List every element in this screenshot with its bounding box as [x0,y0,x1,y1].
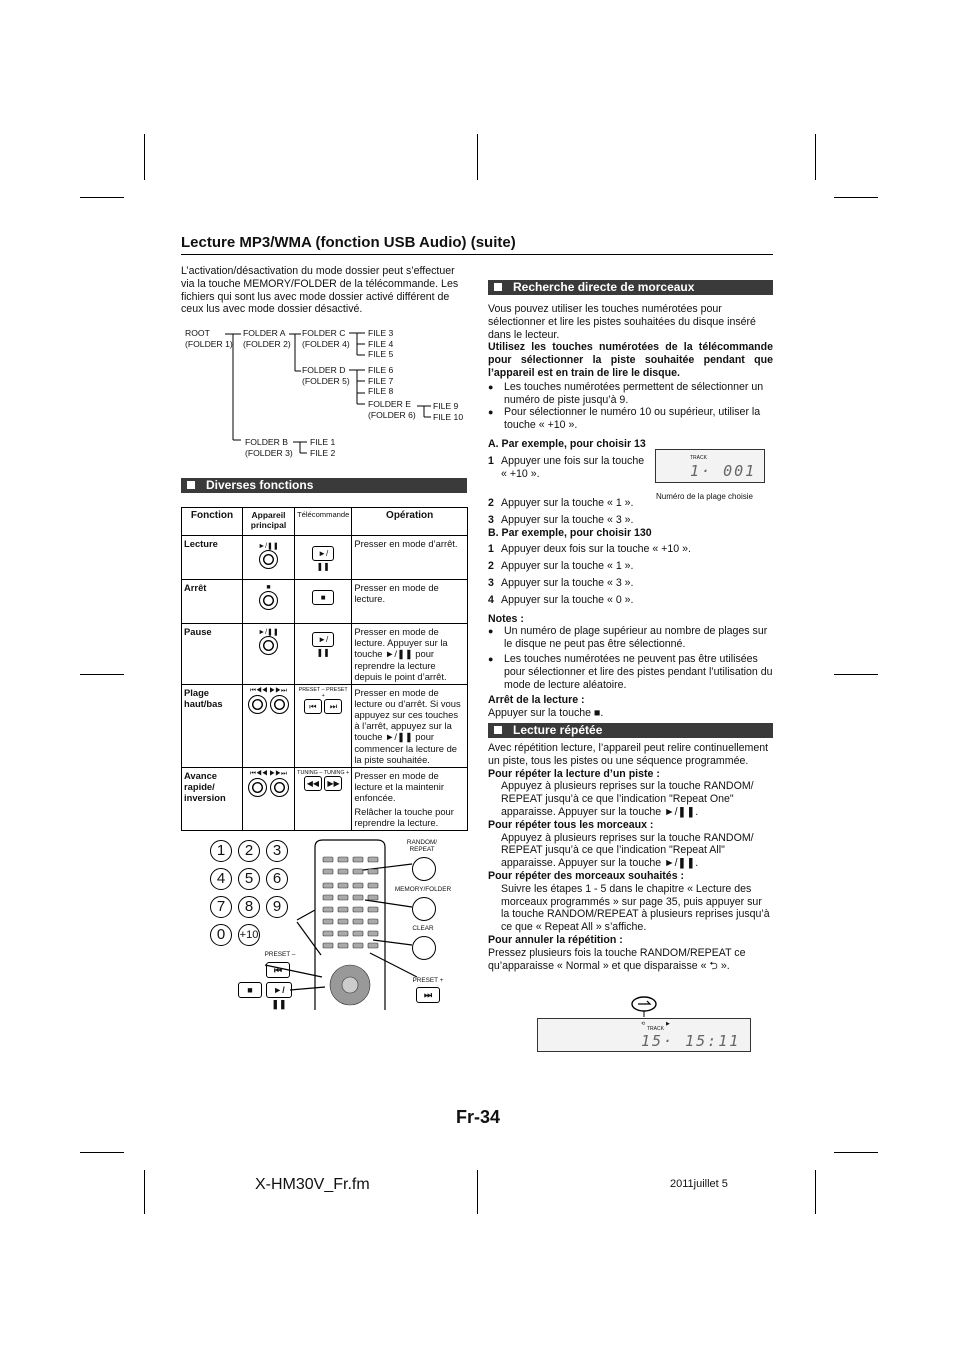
preset-plus-label: PRESET + [321,687,348,699]
lcd-display-track [655,449,765,483]
recherche-p2: Utilisez les touches numérotées de la télécommande pour sélectionner la piste souhaitée pendant que l’appareil est en train de lire le disque. [488,341,773,379]
row-operation: Presser en mode de lecture. Appuyer sur la touche ►/❚❚ pour reprendre la lecture depuis le point d’arrêt. [352,624,468,685]
example-b-title: B. Par exemple, pour choisir 130 [488,526,652,539]
functions-table [181,507,468,831]
tree-files-e: FILE 9 FILE 10 [433,401,464,422]
play-pause-label: ►/❚❚ [258,629,279,636]
row-name: Lecture [182,536,243,580]
crop-mark [144,134,145,180]
preset-minus-label: PRESET – [298,687,325,693]
preset-minus-label: PRESET – [264,951,296,958]
lcd-repeat-track-label: TRACK [647,1026,664,1032]
skip-label: ⏮◀◀ ▶▶⏭ [250,687,287,694]
fast-forward-knob-icon [270,778,289,797]
row-operation: Presser en mode de lecture ou d’arrêt. Si vous appuyez sur ces touches à l’arrêt, appuyez sur la touche ►/❚❚ pour commencer la lecture de la piste souhaitée. [352,685,468,768]
memory-folder-label: MEMORY/FOLDER [394,886,452,893]
row-operation: Presser en mode de lecture. [352,580,468,624]
crop-mark [477,134,478,180]
repeat-icon [629,995,661,1017]
digit-8-icon: 8 [238,896,260,918]
remote-cell [295,580,352,624]
tree-files-c: FILE 3 FILE 4 FILE 5 [368,328,394,359]
digit-3-icon: 3 [266,840,288,862]
row-name: Plage haut/bas [182,685,243,768]
random-repeat-button-icon [412,857,436,881]
page-title: Lecture MP3/WMA (fonction USB Audio) (suite) [181,234,773,255]
stop-knob-icon [259,591,278,610]
step-text: Appuyer une fois sur la touche « +10 ». [501,454,645,480]
skip-label: ⏮◀◀ ▶▶⏭ [250,770,287,777]
fast-forward-button-icon: ▶▶ [324,776,342,791]
folder-tree [181,326,471,460]
crop-mark [834,674,878,675]
digit-1-icon: 1 [210,840,232,862]
crop-mark [815,134,816,180]
step-number: 2 [488,497,494,509]
main-unit-cell [243,685,295,768]
remote-cell [295,536,352,580]
step-number: 2 [488,560,494,573]
step-number: 4 [488,593,494,606]
crop-mark [834,197,878,198]
recherche-bullet: ● Pour sélectionner le numéro 10 ou supérieur, utiliser la touche « +10 ». [488,406,773,432]
main-unit-cell [243,580,295,624]
step-text: Appuyer sur la touche « 3 ». [501,513,634,526]
preset-plus-button-icon: ⏭ [416,987,440,1003]
notes-list [488,625,773,691]
digit-0-icon: 0 [210,924,232,946]
row-operation-line2: Relâcher la touche pour reprendre la lecture. [354,806,454,828]
recherche-bullets [488,381,773,432]
clear-button-icon [412,936,436,960]
repetee-h3: Pour répéter des morceaux souhaités : [488,869,685,882]
tuning-plus-label: TUNING + [323,770,350,776]
remote-cell [295,768,352,831]
recherche-body [488,303,773,432]
example-a-rest [488,497,773,720]
repetee-body [488,742,773,972]
repetee-t3: Suivre les étapes 1 - 5 dans le chapitre « Lecture des morceaux programmés » sur page 35, puis appuyer sur la touche RANDOM/REPEAT à plusieurs reprises jusqu’à ce que « Repeat All » s’affiche. [501,882,770,934]
digit-9-icon: 9 [266,896,288,918]
step-text: Appuyer sur la touche « 0 ». [501,593,634,606]
tree-folder-c: FOLDER C (FOLDER 4) [302,328,350,349]
lcd-play-indicator-icon: ▶ [666,1021,670,1027]
example-a [488,438,648,480]
preset-plus-label: PRESET + [412,977,444,984]
lcd-repeat-indicator-icon: ⟲ [641,1021,646,1027]
footer-filename: X-HM30V_Fr.fm [255,1176,370,1193]
repetee-t1: Appuyez à plusieurs reprises sur la touche RANDOM/ REPEAT jusqu’à ce que l’indication "Repeat One" apparaisse. Appuyer sur la touche ►/❚❚. [501,780,754,818]
intro-paragraph: L’activation/désactivation du mode dossier peut s’effectuer via la touche MEMORY/FOLDER de la télécommande. Les fichiers qui sont lus avec mode dossier activé différent de ceux lus avec mode dossier désactivé. [181,265,459,316]
tuning-minus-label: TUNING – [297,770,323,776]
row-name: Arrêt [182,580,243,624]
play-pause-button-icon: ►/❚❚ [312,632,334,647]
repetee-t2: Appuyez à plusieurs reprises sur la touche RANDOM/ REPEAT jusqu’à ce que l’indication "Repeat All" apparaisse. Appuyer sur la touche ►/❚❚. [501,831,754,870]
rewind-button-icon: ◀◀ [304,776,322,791]
play-pause-button-icon: ►/❚❚ [312,546,334,561]
main-unit-cell [243,536,295,580]
tree-folder-e: FOLDER E (FOLDER 6) [368,399,416,420]
repetee-h1: Pour répéter la lecture d’un piste : [488,767,660,780]
skip-back-button-icon: ⏮ [304,699,322,714]
lcd-track-label: TRACK [690,455,707,461]
step [488,514,773,527]
rewind-knob-icon [248,778,267,797]
note-item: ● Un numéro de plage supérieur au nombre de plages sur le disque ne peut pas être sélectionné. [488,625,773,651]
step [488,577,773,590]
step [488,560,773,573]
digit-2-icon: 2 [238,840,260,862]
step-text: Appuyer deux fois sur la touche « +10 ». [501,543,691,556]
step-text: Appuyer sur la touche « 1 ». [501,560,634,573]
digit-6-icon: 6 [266,868,288,890]
step-number: 1 [488,543,494,556]
step [488,455,648,481]
recherche-bullet: ● Les touches numérotées permettent de sélectionner un numéro de piste jusqu’à 9. [488,381,773,407]
play-pause-knob-icon [259,550,278,569]
lcd-display-repeat [537,1018,751,1052]
repetee-h4: Pour annuler la répétition : [488,933,623,946]
skip-forward-button-icon: ⏭ [324,699,342,714]
digit-7-icon: 7 [210,896,232,918]
footer-date: 2011juillet 5 [670,1178,728,1190]
crop-mark [80,674,124,675]
digit-4-icon: 4 [210,868,232,890]
play-pause-button-icon: ►/❚❚ [266,982,292,998]
clear-label: CLEAR [412,925,434,932]
repetee-t4: Pressez plusieurs fois la touche RANDOM/REPEAT ce qu’apparaisse « Normal » et que disparaisse « ⮌ ». [488,946,746,972]
crop-mark [144,1170,145,1214]
remote-illustration [205,835,465,1010]
section-repetee-header: Lecture répétée [488,723,773,738]
step [488,543,773,556]
crop-mark [834,1152,878,1153]
step-text: Appuyer sur la touche « 3 ». [501,576,634,589]
preset-minus-button-icon: ⏮ [266,962,290,978]
step [488,594,773,607]
tree-files-b: FILE 1 FILE 2 [310,437,336,458]
main-unit-cell [243,768,295,831]
example-a-title: A. Par exemple, pour choisir 13 [488,438,646,450]
stop-label: ■ [266,584,271,591]
recherche-p1: Vous pouvez utiliser les touches numérotées pour sélectionner et lire les pistes souhaitées du disque inséré dans le lecteur. [488,303,756,341]
arret-title: Arrêt de la lecture : [488,694,585,707]
skip-back-knob-icon [248,695,267,714]
row-operation [352,768,468,831]
crop-mark [80,197,124,198]
th-appareil: Appareil principal [243,508,295,536]
tree-folder-d: FOLDER D (FOLDER 5) [302,365,350,386]
arret-text: Appuyer sur la touche ■. [488,707,604,720]
page-number: Fr-34 [456,1107,501,1127]
row-operation-line1: Presser en mode de lecture et la maintenir enfoncée. [354,770,444,803]
stop-button-icon: ■ [312,590,334,605]
row-operation: Presser en mode d’arrêt. [352,536,468,580]
tree-folder-b: FOLDER B (FOLDER 3) [245,437,293,458]
tree-root: ROOT (FOLDER 1) [185,328,233,349]
play-pause-knob-icon [259,636,278,655]
remote-cell [295,685,352,768]
crop-mark [80,1152,124,1153]
step-number: 3 [488,513,494,526]
tree-files-d: FILE 6 FILE 7 FILE 8 [368,365,394,396]
row-name: Pause [182,624,243,685]
memory-folder-button-icon [412,897,436,921]
lcd-track-value: 1· 001 [690,462,757,480]
random-repeat-label: RANDOM/ REPEAT [406,839,438,853]
tree-folder-a: FOLDER A (FOLDER 2) [243,328,291,349]
main-unit-cell [243,624,295,685]
th-operation: Opération [352,508,468,536]
th-fonction: Fonction [182,508,243,536]
lcd-repeat-value: 15· 15:11 [641,1032,741,1050]
notes-title: Notes : [488,612,524,625]
step-number: 3 [488,576,494,589]
note-item: ● Les touches numérotées ne peuvent pas être utilisées pour sélectionner et lire des pistes pendant l’utilisation du mode de lecture aléatoire. [488,653,773,691]
section-diverses-header: Diverses fonctions [181,478,467,493]
crop-mark [477,1170,478,1214]
remote-cell [295,624,352,685]
plus10-icon: +10 [238,924,260,946]
section-recherche-header: Recherche directe de morceaux [488,280,773,295]
skip-forward-knob-icon [270,695,289,714]
th-telecommande: Télécommande [295,508,352,536]
repetee-h2: Pour répéter tous les morceaux : [488,818,654,831]
digit-5-icon: 5 [238,868,260,890]
step-number: 1 [488,454,494,467]
row-name: Avance rapide/ inversion [182,768,243,831]
repetee-p1: Avec répétition lecture, l’appareil peut relire continuellement un piste, tous les pistes ou une séquence programmée. [488,742,769,767]
step-text: Appuyer sur la touche « 1 ». [501,497,634,509]
crop-mark [815,1170,816,1214]
stop-button-icon: ■ [238,982,262,998]
lcd-caption: Numéro de la plage choisie [656,492,753,501]
play-pause-label: ►/❚❚ [258,543,279,550]
